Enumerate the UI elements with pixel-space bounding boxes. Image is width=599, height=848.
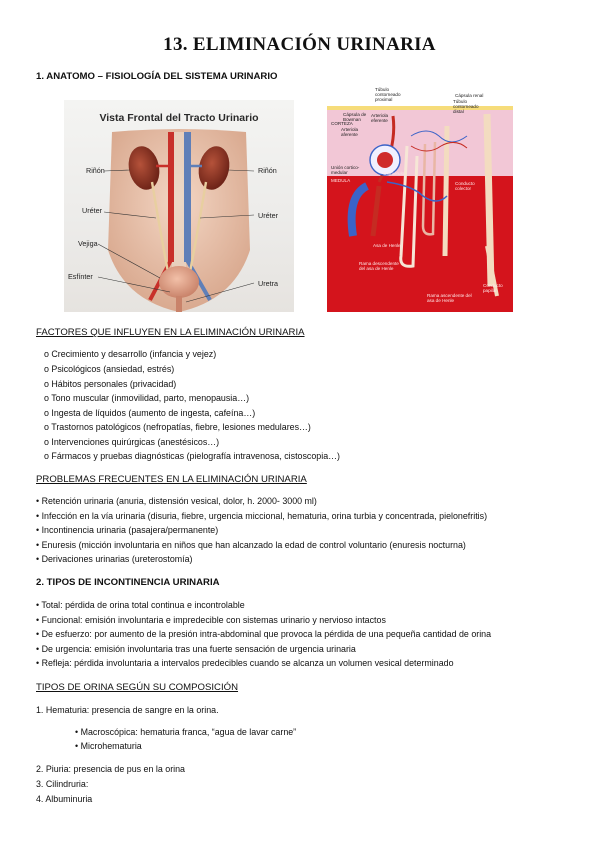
label-capsula-renal: Cápsula renal	[455, 93, 484, 98]
label-ureter-right: Uréter	[258, 211, 278, 220]
label-glomerulo: Glomérulo	[383, 171, 405, 176]
label-conducto-papilar: Conducto papilar	[483, 283, 503, 293]
tipos-orina-item: 3. Cilindruria:	[36, 779, 89, 789]
tipos-orina-subitem: • Microhematuria	[75, 741, 142, 751]
figure-title: Vista Frontal del Tracto Urinario	[99, 112, 259, 124]
problemas-item: • Infección en la vía urinaria (disuria, fiebre, urgencia miccional, hematuria, orina turbia y concentrada, pielonefritis)	[36, 511, 488, 521]
label-rinon-right: Riñón	[258, 166, 277, 175]
label-ureter-left: Uréter	[82, 206, 102, 215]
nephron-figure	[327, 86, 513, 312]
factores-item: o Hábitos personales (privacidad)	[44, 379, 177, 389]
factores-item: o Intervenciones quirúrgicas (anestésicos…)	[44, 437, 220, 447]
factores-heading: FACTORES QUE INFLUYEN EN LA ELIMINACIÓN URINARIA	[36, 327, 305, 338]
urinary-tract-figure	[64, 100, 294, 312]
label-vejiga: Vejiga	[78, 239, 98, 248]
label-rama-ascendente: Rama ascendente del asa de Henle	[427, 293, 472, 303]
factores-item: o Crecimiento y desarrollo (infancia y vejez)	[44, 349, 217, 359]
label-corteza: CORTEZA	[331, 121, 353, 126]
factores-item: o Psicológicos (ansiedad, estrés)	[44, 364, 175, 374]
tipos-orina-item: 4. Albuminuria	[36, 794, 93, 804]
label-conducto-colector: Conducto colector	[455, 181, 475, 191]
label-union: Unión cortico-medular	[331, 165, 360, 175]
section-heading-incontinencia: 2. TIPOS DE INCONTINENCIA URINARIA	[36, 577, 220, 588]
problemas-item: • Derivaciones urinarias (ureterostomía)	[36, 554, 193, 564]
incontinencia-item: • Total: pérdida de orina total continua e incontrolable	[36, 600, 245, 610]
problemas-item: • Incontinencia urinaria (pasajera/permanente)	[36, 525, 219, 535]
section-heading-anatomia: 1. ANATOMO – FISIOLOGÍA DEL SISTEMA URINARIO	[36, 71, 278, 82]
label-arteriola-eferente: Arteriola eferente	[371, 113, 389, 123]
tipos-orina-item: 2. Piuria: presencia de pus en la orina	[36, 764, 185, 774]
label-rinon-left: Riñón	[86, 166, 105, 175]
factores-item: o Trastornos patológicos (nefropatías, fiebre, lesiones medulares…)	[44, 422, 311, 432]
label-esfinter: Esfínter	[68, 272, 93, 281]
problemas-item: • Enuresis (micción involuntaria en niños que han alcanzado la edad de control voluntario (enuresis nocturna)	[36, 540, 466, 550]
problemas-heading: PROBLEMAS FRECUENTES EN LA ELIMINACIÓN URINARIA	[36, 474, 307, 485]
tipos-orina-subitem: • Macroscópica: hematuria franca, “agua de lavar carne”	[75, 727, 297, 737]
incontinencia-item: • Funcional: emisión involuntaria e impredecible con sistemas urinario y nervioso intactos	[36, 615, 386, 625]
incontinencia-item: • De urgencia: emisión involuntaria tras una fuerte sensación de urgencia urinaria	[36, 644, 356, 654]
incontinencia-item: • Refleja: pérdida involuntaria a intervalos predecibles cuando se alcanza un volumen vesical determinado	[36, 658, 454, 668]
factores-item: o Tono muscular (inmovilidad, parto, menopausia…)	[44, 393, 250, 403]
incontinencia-item: • De esfuerzo: por aumento de la presión intra-abdominal que provoca la pérdida de una pequeña cantidad de orina	[36, 629, 492, 639]
label-arteriola-aferente: Arteriola aferente	[341, 127, 359, 137]
label-rama-descendente: Rama descendente del asa de Henle	[359, 261, 399, 271]
tipos-orina-item: 1. Hematuria: presencia de sangre en la orina.	[36, 705, 219, 715]
label-asa-henle: Asa de Henle	[373, 243, 401, 248]
factores-item: o Ingesta de líquidos (aumento de ingesta, cafeína…)	[44, 408, 256, 418]
label-medula: MEDULA	[331, 178, 351, 183]
label-tubulo-distal: Túbulo contorneado distal	[453, 99, 479, 114]
tipos-orina-heading: TIPOS DE ORINA SEGÚN SU COMPOSICIÓN	[36, 682, 239, 693]
label-uretra: Uretra	[258, 279, 278, 288]
label-capsula-bowman: Cápsula de Bowman	[343, 112, 367, 122]
factores-item: o Fármacos y pruebas diagnósticas (pielografía intravenosa, cistoscopia…)	[44, 451, 340, 461]
label-tubulo-proximal: Túbulo contorneado proximal	[375, 87, 401, 102]
problemas-item: • Retención urinaria (anuria, distensión vesical, dolor, h. 2000- 3000 ml)	[36, 496, 317, 506]
page-title: 13. ELIMINACIÓN URINARIA	[163, 34, 436, 55]
